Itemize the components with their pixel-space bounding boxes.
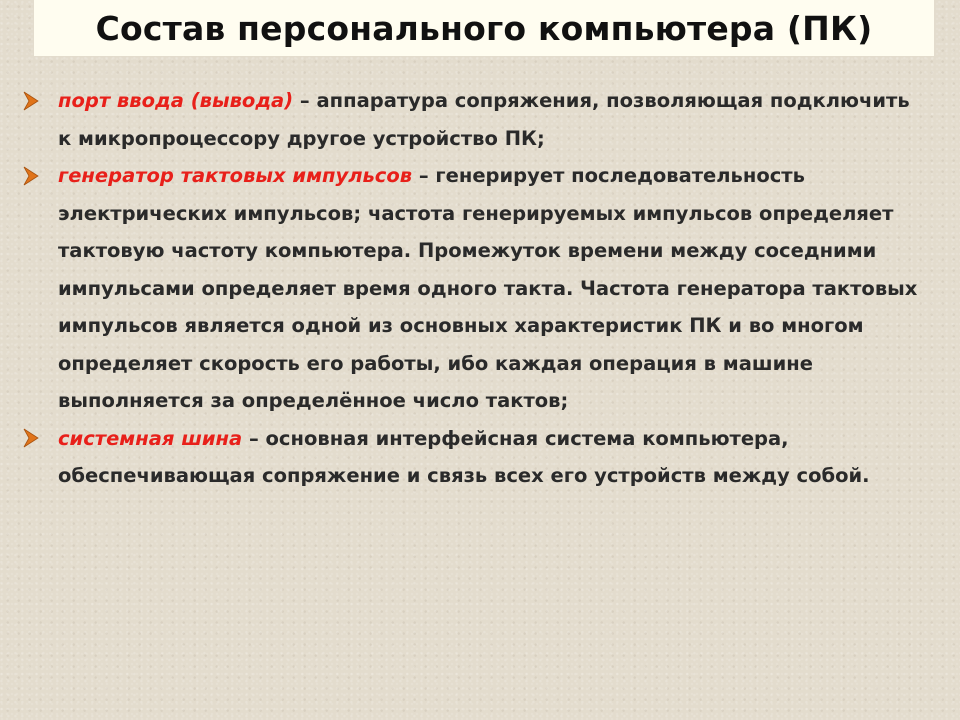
bullet-list xyxy=(22,82,922,495)
item-term: порт ввода (вывода) xyxy=(58,89,294,112)
slide-title: Состав персонального компьютера (ПК) xyxy=(95,8,873,48)
list-item xyxy=(22,82,922,157)
chevron-arrow-bullet-icon xyxy=(22,420,44,457)
chevron-arrow-bullet-icon xyxy=(22,157,44,194)
list-item xyxy=(22,157,922,420)
item-term: системная шина xyxy=(58,426,243,450)
item-text: – генерирует последовательность электрических импульсов; частота генерируемых импульсов определяет тактовую частоту компьютера. Промежуток времени между соседними импульсами определяет время одного такта. Частота генератора тактовых импульсов является одной из основных характеристик ПК и во многом определяет скорость его работы, ибо каждая операция в машине выполняется за определённое число тактов; xyxy=(58,164,918,412)
item-term: генератор тактовых импульсов xyxy=(58,164,413,187)
title-box xyxy=(34,0,934,56)
item-text: – основная интерфейсная система компьютера, обеспечивающая сопряжение и связь всех его устройств между собой. xyxy=(58,426,870,487)
item-text: – аппаратура сопряжения, позволяющая подключить к микропроцессору другое устройство ПК; xyxy=(58,89,910,150)
chevron-arrow-bullet-icon xyxy=(22,82,44,119)
list-item xyxy=(22,420,922,495)
